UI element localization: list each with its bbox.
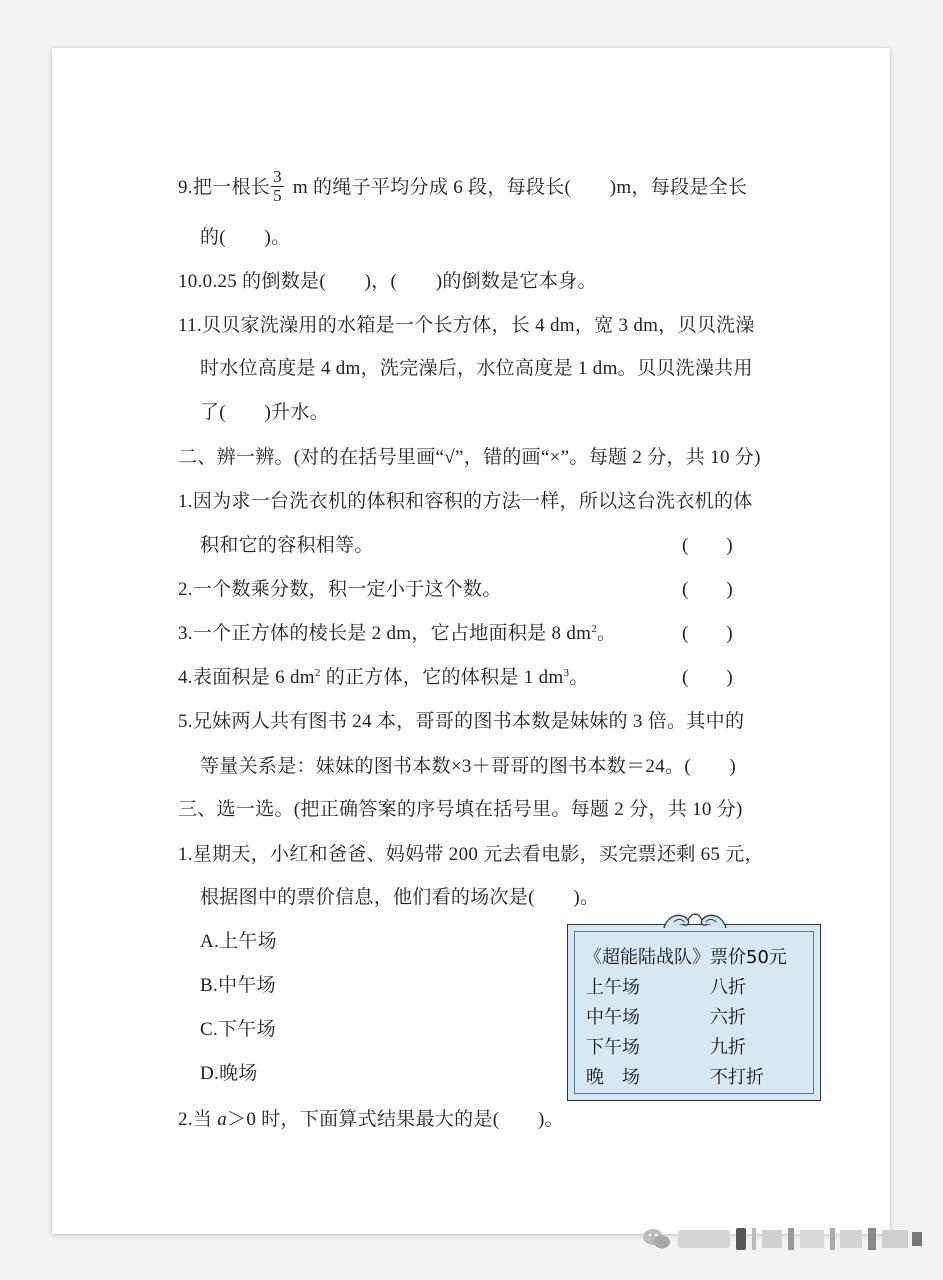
variable-a: a bbox=[217, 1109, 228, 1130]
judge-question-5-line-1: 5.兄妹两人共有图书 24 本，哥哥的图书本数是妹妹的 3 倍。其中的 bbox=[178, 711, 745, 732]
judge-question-3-text: 3.一个正方体的棱长是 2 dm，它占地面积是 8 dm bbox=[178, 623, 592, 644]
question-9-prefix: 9.把一根长 bbox=[178, 176, 271, 198]
question-11-line-1: 11.贝贝家洗澡用的水箱是一个长方体，长 4 dm，宽 3 dm，贝贝洗澡 bbox=[178, 315, 755, 336]
choice-question-2-part-a: 2.当 bbox=[178, 1109, 218, 1130]
superscript: 2 bbox=[591, 623, 598, 635]
superscript: 3 bbox=[563, 667, 570, 679]
judge-question-5-line-2: 等量关系是：妹妹的图书本数×3＋哥哥的图书本数＝24。( ) bbox=[200, 756, 737, 777]
superscript: 2 bbox=[314, 667, 321, 679]
choice-question-2-part-b: ＞0 时，下面算式结果最大的是( )。 bbox=[227, 1109, 564, 1130]
judge-question-4-part-a: 4.表面积是 6 dm bbox=[178, 667, 315, 688]
fraction-three-fifths bbox=[271, 168, 284, 205]
judge-question-1-line-2: 积和它的容积相等。 bbox=[200, 535, 374, 556]
answer-blank-4[interactable]: ( ) bbox=[682, 667, 733, 688]
choice-question-1-line-1: 1.星期天，小红和爸爸、妈妈带 200 元去看电影，买完票还剩 65 元， bbox=[178, 844, 764, 865]
ticket-title: 《超能陆战队》票价50元 bbox=[584, 947, 787, 968]
option-b[interactable]: B.中午场 bbox=[200, 975, 276, 996]
section-2-title: 二、辨一辨。(对的在括号里画“√”，错的画“×”。每题 2 分，共 10 分) bbox=[178, 447, 761, 468]
scroll-ornament-icon bbox=[660, 908, 730, 930]
judge-question-4 bbox=[178, 666, 589, 692]
wechat-watermark-icon bbox=[640, 1222, 930, 1256]
option-c[interactable]: C.下午场 bbox=[200, 1019, 276, 1040]
judge-question-1-line-1: 1.因为求一台洗衣机的体积和容积的方法一样，所以这台洗衣机的体 bbox=[178, 491, 753, 512]
question-10: 10.0.25 的倒数是( )，( )的倒数是它本身。 bbox=[178, 271, 597, 292]
judge-question-3-end: 。 bbox=[597, 623, 617, 644]
section-3-title: 三、选一选。(把正确答案的序号填在括号里。每题 2 分，共 10 分) bbox=[178, 799, 743, 820]
ticket-session-3: 下午场 bbox=[586, 1037, 640, 1058]
ticket-discount-2: 六折 bbox=[710, 1007, 746, 1028]
judge-question-4-part-b: 的正方体，它的体积是 1 dm bbox=[320, 667, 564, 688]
fraction-denominator: 5 bbox=[273, 186, 282, 205]
ticket-discount-3: 九折 bbox=[710, 1037, 746, 1058]
choice-question-1-line-2: 根据图中的票价信息，他们看的场次是( )。 bbox=[200, 887, 600, 908]
question-9-line-2: 的( )。 bbox=[200, 227, 291, 248]
ticket-discount-1: 八折 bbox=[710, 977, 746, 998]
judge-question-4-end: 。 bbox=[569, 667, 589, 688]
choice-question-2 bbox=[178, 1108, 564, 1132]
ticket-session-4: 晚 场 bbox=[586, 1067, 640, 1088]
question-11-line-2: 时水位高度是 4 dm，洗完澡后，水位高度是 1 dm。贝贝洗澡共用 bbox=[200, 358, 753, 379]
judge-question-3 bbox=[178, 622, 616, 648]
question-9-suffix: m 的绳子平均分成 6 段，每段长( )m，每段是全长 bbox=[287, 176, 748, 198]
fraction-numerator: 3 bbox=[273, 167, 282, 186]
ticket-discount-4: 不打折 bbox=[710, 1067, 764, 1088]
option-d[interactable]: D.晚场 bbox=[200, 1063, 258, 1084]
ticket-session-2: 中午场 bbox=[586, 1007, 640, 1028]
option-a[interactable]: A.上午场 bbox=[200, 931, 277, 952]
question-9-line-1 bbox=[178, 167, 748, 207]
answer-blank-2[interactable]: ( ) bbox=[682, 579, 733, 600]
answer-blank-3[interactable]: ( ) bbox=[682, 623, 733, 644]
judge-question-2: 2.一个数乘分数，积一定小于这个数。 bbox=[178, 579, 502, 600]
question-11-line-3: 了( )升水。 bbox=[200, 402, 330, 423]
ticket-session-1: 上午场 bbox=[586, 977, 640, 998]
answer-blank-1[interactable]: ( ) bbox=[682, 535, 733, 556]
